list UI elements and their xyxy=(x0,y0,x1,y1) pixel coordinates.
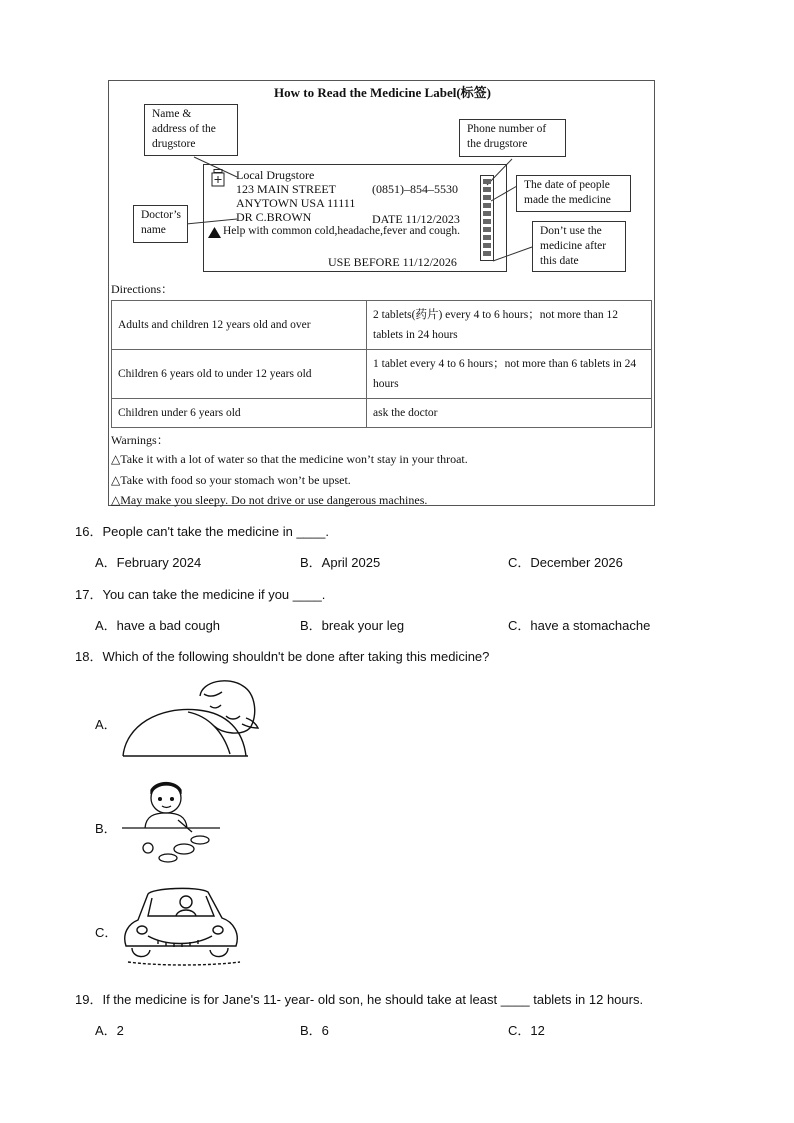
made-date: DATE 11/12/2023 xyxy=(372,212,460,226)
medicine-label xyxy=(203,164,507,272)
question-18: 18．Which of the following shouldn't be done after taking this medicine? xyxy=(75,649,490,664)
table-cell: Children under 6 years old xyxy=(112,399,367,428)
q16-option-b[interactable]: B．April 2025 xyxy=(300,555,381,570)
q19-option-a[interactable]: A．2 xyxy=(95,1023,124,1038)
barcode-strip xyxy=(480,175,494,261)
table-cell: Adults and children 12 years old and over xyxy=(112,301,367,350)
medicine-bottle-icon xyxy=(211,169,225,187)
warnings-title: Warnings： xyxy=(111,433,169,447)
callout-line: the drugstore xyxy=(467,138,528,150)
table-cell: 2 tablets(药片) every 4 to 6 hours；not more than 12 tablets in 24 hours xyxy=(367,301,652,350)
q19-option-b[interactable]: B．6 xyxy=(300,1023,329,1038)
callout-line: Phone number of xyxy=(467,123,547,135)
use-for-text: Help with common cold,headache,fever and cough. xyxy=(223,225,460,237)
callout-line: drugstore xyxy=(152,138,196,150)
callout-line: name xyxy=(141,224,166,236)
q18-option-a[interactable]: A． xyxy=(95,717,117,732)
callout-line: this date xyxy=(540,255,579,267)
question-17: 17．You can take the medicine if you ____. xyxy=(75,587,326,602)
question-19: 19．If the medicine is for Jane's 11- year- old son, he should take at least ____ tablets in 12 hours. xyxy=(75,992,644,1007)
doctor-name: DR C.BROWN xyxy=(236,210,312,224)
triangle-icon xyxy=(208,227,221,238)
boy-eating-image[interactable] xyxy=(120,780,222,866)
callout-line: Doctor’s xyxy=(141,209,182,221)
table-row xyxy=(112,301,652,350)
table-cell: 1 tablet every 4 to 6 hours；not more than 6 tablets in 24 hours xyxy=(367,350,652,399)
drugstore-name: Local Drugstore xyxy=(236,168,315,182)
q17-option-a[interactable]: A．have a bad cough xyxy=(95,618,221,633)
table-row xyxy=(112,350,652,399)
warning-item: △May make you sleepy. Do not drive or use dangerous machines. xyxy=(111,493,428,507)
medicine-label-figure xyxy=(108,80,655,506)
callout-line: made the medicine xyxy=(524,194,611,206)
table-cell: Children 6 years old to under 12 years old xyxy=(112,350,367,399)
callout-line: Don’t use the xyxy=(540,225,602,237)
callout-doctor xyxy=(133,205,188,243)
person-driving-image[interactable] xyxy=(118,884,242,972)
callout-line: The date of people xyxy=(524,179,610,191)
question-16: 16．People can't take the medicine in ____. xyxy=(75,524,329,539)
table-cell: ask the doctor xyxy=(367,399,652,428)
q19-option-c[interactable]: C．12 xyxy=(508,1023,545,1038)
callout-dont-use xyxy=(532,221,626,272)
directions-title: Directions： xyxy=(111,282,173,296)
q18-option-c[interactable]: C． xyxy=(95,925,118,940)
use-before-date: USE BEFORE 11/12/2026 xyxy=(328,255,457,269)
q18-option-b[interactable]: B． xyxy=(95,821,117,836)
callout-date-made xyxy=(516,175,631,212)
q17-option-c[interactable]: C．have a stomachache xyxy=(508,618,651,633)
q17-option-b[interactable]: B．break your leg xyxy=(300,618,405,633)
sleeping-person-image[interactable] xyxy=(118,676,263,762)
callout-name-address xyxy=(144,104,238,156)
callout-line: medicine after xyxy=(540,240,607,252)
q16-option-a[interactable]: A．February 2024 xyxy=(95,555,202,570)
table-row xyxy=(112,399,652,428)
directions-table xyxy=(111,300,652,428)
drugstore-town: ANYTOWN USA 11111 xyxy=(236,196,356,210)
figure-title: How to Read the Medicine Label(标签) xyxy=(273,85,491,100)
warning-item: △Take with food so your stomach won’t be upset. xyxy=(111,473,351,487)
drugstore-street: 123 MAIN STREET xyxy=(236,182,336,196)
callout-phone xyxy=(459,119,566,157)
q16-option-c[interactable]: C．December 2026 xyxy=(508,555,623,570)
warning-item: △Take it with a lot of water so that the medicine won’t stay in your throat. xyxy=(111,452,468,466)
callout-line: Name & xyxy=(152,108,192,120)
drugstore-phone: (0851)–854–5530 xyxy=(372,182,458,196)
callout-line: address of the xyxy=(152,123,216,135)
